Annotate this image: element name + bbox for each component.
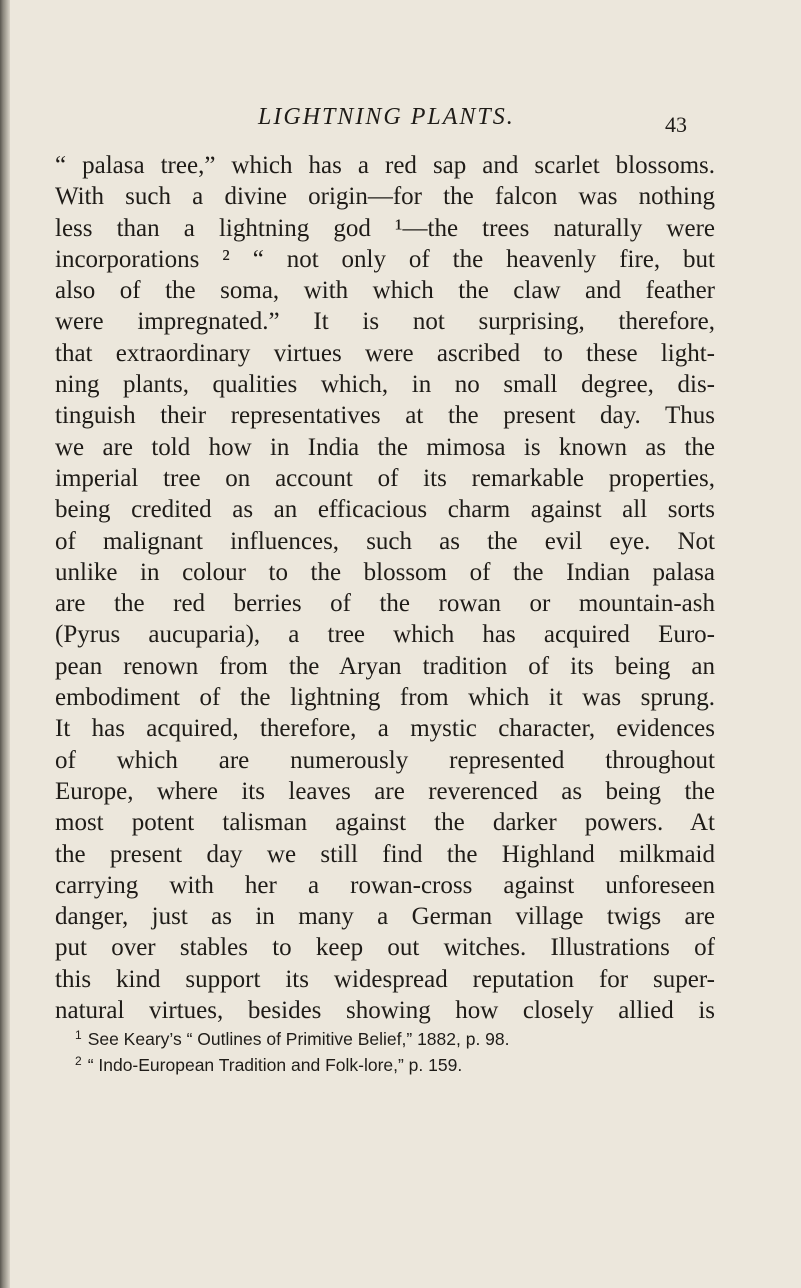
text-line: With such a divine origin—for the falcon was nothing [55, 183, 715, 211]
footnote-mark: 2 [75, 1054, 82, 1068]
text-line: also of the soma, with which the claw and feather [55, 277, 715, 305]
text-line: were impregnated.” It is not surprising, therefore, [55, 308, 715, 336]
footnote-text: See Keary’s “ Outlines of Primitive Belief,” 1882, p. 98. [87, 1029, 510, 1049]
footnote-text: “ Indo-European Tradition and Folk-lore,” p. 159. [87, 1055, 463, 1075]
text-line: pean renown from the Aryan tradition of its being an [55, 652, 715, 680]
footnote [75, 1050, 715, 1076]
text-line: are the red berries of the rowan or mountain-ash [55, 590, 715, 618]
text-line: we are told how in India the mimosa is known as the [55, 433, 715, 461]
text-line: incorporations ² “ not only of the heavenly fire, but [55, 245, 715, 273]
text-line: (Pyrus aucuparia), a tree which has acquired Euro- [55, 621, 715, 649]
text-line: unlike in colour to the blossom of the Indian palasa [55, 558, 715, 586]
page-number: 43 [665, 112, 687, 137]
running-head: LIGHTNING PLANTS. [258, 104, 515, 130]
text-line: of malignant influences, such as the evil eye. Not [55, 527, 715, 555]
text-line: of which are numerously represented throughout [55, 746, 715, 774]
page-header [0, 104, 801, 137]
text-line: ning plants, qualities which, in no small degree, dis- [55, 371, 715, 399]
footnote-mark: 1 [75, 1028, 82, 1042]
text-line: less than a lightning god ¹—the trees naturally were [55, 214, 715, 242]
text-line: natural virtues, besides showing how closely allied is [55, 997, 715, 1025]
text-line: most potent talisman against the darker powers. At [55, 809, 715, 837]
text-line: Europe, where its leaves are reverenced as being the [55, 777, 715, 805]
text-line: carrying with her a rowan-cross against unforeseen [55, 871, 715, 899]
text-line: imperial tree on account of its remarkable properties, [55, 464, 715, 492]
footnote [75, 1024, 715, 1050]
text-line: embodiment of the lightning from which it was sprung. [55, 684, 715, 712]
text-line: It has acquired, therefore, a mystic character, evidences [55, 715, 715, 743]
text-line: that extraordinary virtues were ascribed to these light- [55, 339, 715, 367]
body-text [55, 150, 715, 1026]
text-line: danger, just as in many a German village twigs are [55, 903, 715, 931]
text-line: this kind support its widespread reputation for super- [55, 965, 715, 993]
text-line: “ palasa tree,” which has a red sap and scarlet blossoms. [55, 152, 715, 179]
page-binding-edge [0, 0, 10, 1288]
text-line: tinguish their representatives at the present day. Thus [55, 402, 715, 430]
footnotes [75, 1024, 715, 1076]
text-line: the present day we still find the Highland milkmaid [55, 840, 715, 868]
text-line: being credited as an efficacious charm against all sorts [55, 496, 715, 524]
text-line: put over stables to keep out witches. Illustrations of [55, 934, 715, 962]
